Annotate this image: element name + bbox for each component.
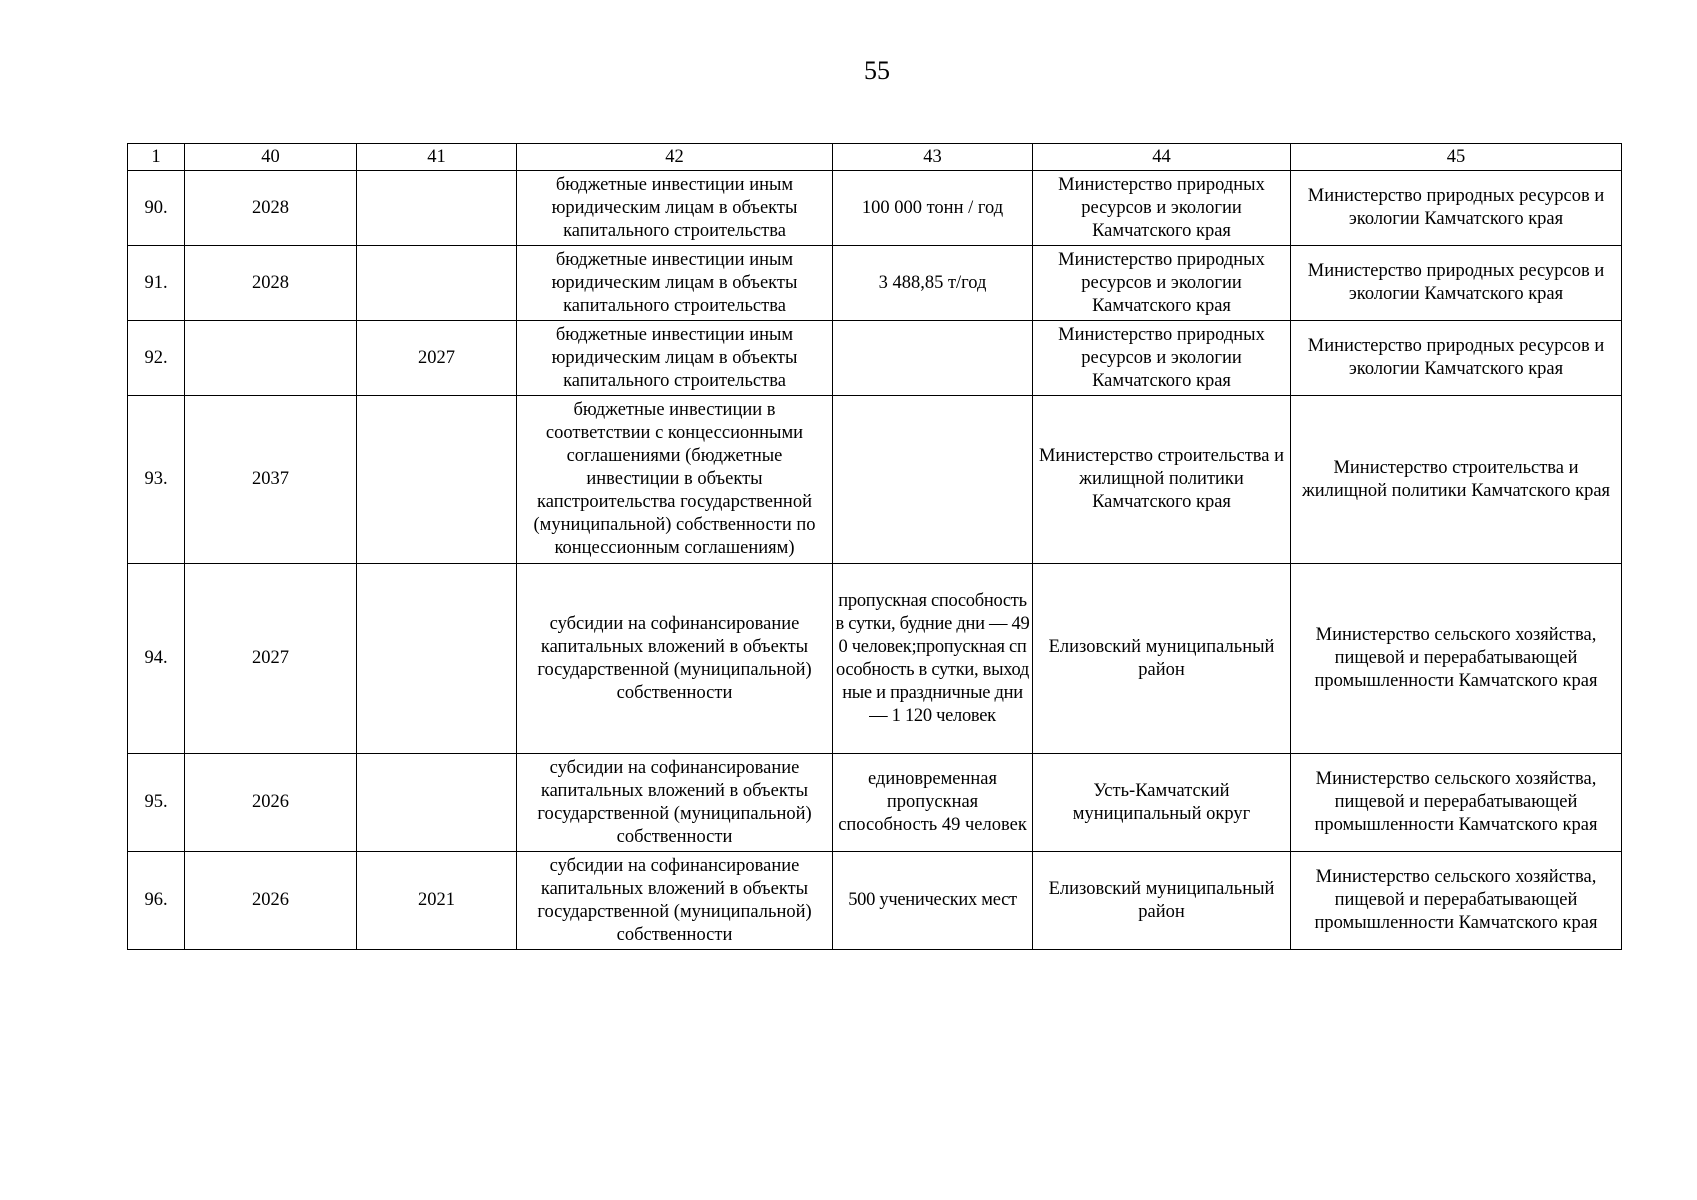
cell-41 [357,564,517,754]
row-number: 93. [128,396,185,564]
row-number: 91. [128,246,185,321]
cell-44: Министерство природных ресурсов и экологии Камчатского края [1033,171,1291,246]
cell-40: 2026 [185,852,357,950]
cell-42: бюджетные инвестиции в соответствии с концессионными соглашениями (бюджетные инвестиции в объекты капстроительства государственной (муниципальной) собственности по концессионным соглашениям) [517,396,833,564]
cell-43 [833,396,1033,564]
page-number: 55 [864,56,890,85]
cell-41 [357,396,517,564]
cell-41 [357,246,517,321]
cell-43: 500 ученических мест [833,852,1033,950]
table-row [128,564,1622,754]
cell-45: Министерство природных ресурсов и экологии Камчатского края [1291,321,1622,396]
cell-45: Министерство сельского хозяйства, пищевой и перерабатывающей промышленности Камчатского края [1291,852,1622,950]
row-number: 90. [128,171,185,246]
row-number: 96. [128,852,185,950]
header-cell-45: 45 [1291,144,1622,171]
table-row [128,321,1622,396]
cell-44: Елизовский муниципальный район [1033,564,1291,754]
cell-42: бюджетные инвестиции иным юридическим лицам в объекты капитального строительства [517,171,833,246]
table-row [128,852,1622,950]
row-number: 95. [128,754,185,852]
cell-40: 2027 [185,564,357,754]
cell-45: Министерство природных ресурсов и экологии Камчатского края [1291,171,1622,246]
row-number: 92. [128,321,185,396]
table-row [128,171,1622,246]
cell-43: 3 488,85 т/год [833,246,1033,321]
header-cell-42: 42 [517,144,833,171]
cell-40: 2026 [185,754,357,852]
cell-40: 2037 [185,396,357,564]
cell-42: субсидии на софинансирование капитальных вложений в объекты государственной (муниципальной) собственности [517,564,833,754]
cell-41 [357,171,517,246]
cell-44: Министерство природных ресурсов и экологии Камчатского края [1033,321,1291,396]
header-cell-1: 1 [128,144,185,171]
table-header-row [128,144,1622,171]
cell-42: бюджетные инвестиции иным юридическим лицам в объекты капитального строительства [517,321,833,396]
cell-42: бюджетные инвестиции иным юридическим лицам в объекты капитального строительства [517,246,833,321]
cell-45: Министерство строительства и жилищной политики Камчатского края [1291,396,1622,564]
cell-44: Министерство строительства и жилищной политики Камчатского края [1033,396,1291,564]
cell-41: 2021 [357,852,517,950]
row-number: 94. [128,564,185,754]
cell-44: Елизовский муниципальный район [1033,852,1291,950]
data-table [127,143,1622,950]
cell-40: 2028 [185,246,357,321]
cell-44: Министерство природных ресурсов и экологии Камчатского края [1033,246,1291,321]
cell-41: 2027 [357,321,517,396]
cell-43 [833,321,1033,396]
cell-43: 100 000 тонн / год [833,171,1033,246]
cell-42: субсидии на софинансирование капитальных вложений в объекты государственной (муниципальной) собственности [517,754,833,852]
table-row [128,246,1622,321]
header-cell-44: 44 [1033,144,1291,171]
cell-45: Министерство сельского хозяйства, пищевой и перерабатывающей промышленности Камчатского края [1291,564,1622,754]
cell-44: Усть-Камчатский муниципальный округ [1033,754,1291,852]
header-cell-43: 43 [833,144,1033,171]
cell-41 [357,754,517,852]
cell-43: пропускная способность в сутки, будние дни — 490 человек;пропускная способность в сутки, выходные и праздничные дни — 1 120 человек [833,564,1033,754]
cell-43: единовременная пропускная способность 49 человек [833,754,1033,852]
cell-40: 2028 [185,171,357,246]
cell-40 [185,321,357,396]
table-row [128,396,1622,564]
header-cell-41: 41 [357,144,517,171]
cell-42: субсидии на софинансирование капитальных вложений в объекты государственной (муниципальной) собственности [517,852,833,950]
header-cell-40: 40 [185,144,357,171]
cell-45: Министерство природных ресурсов и экологии Камчатского края [1291,246,1622,321]
table-row [128,754,1622,852]
cell-45: Министерство сельского хозяйства, пищевой и перерабатывающей промышленности Камчатского края [1291,754,1622,852]
